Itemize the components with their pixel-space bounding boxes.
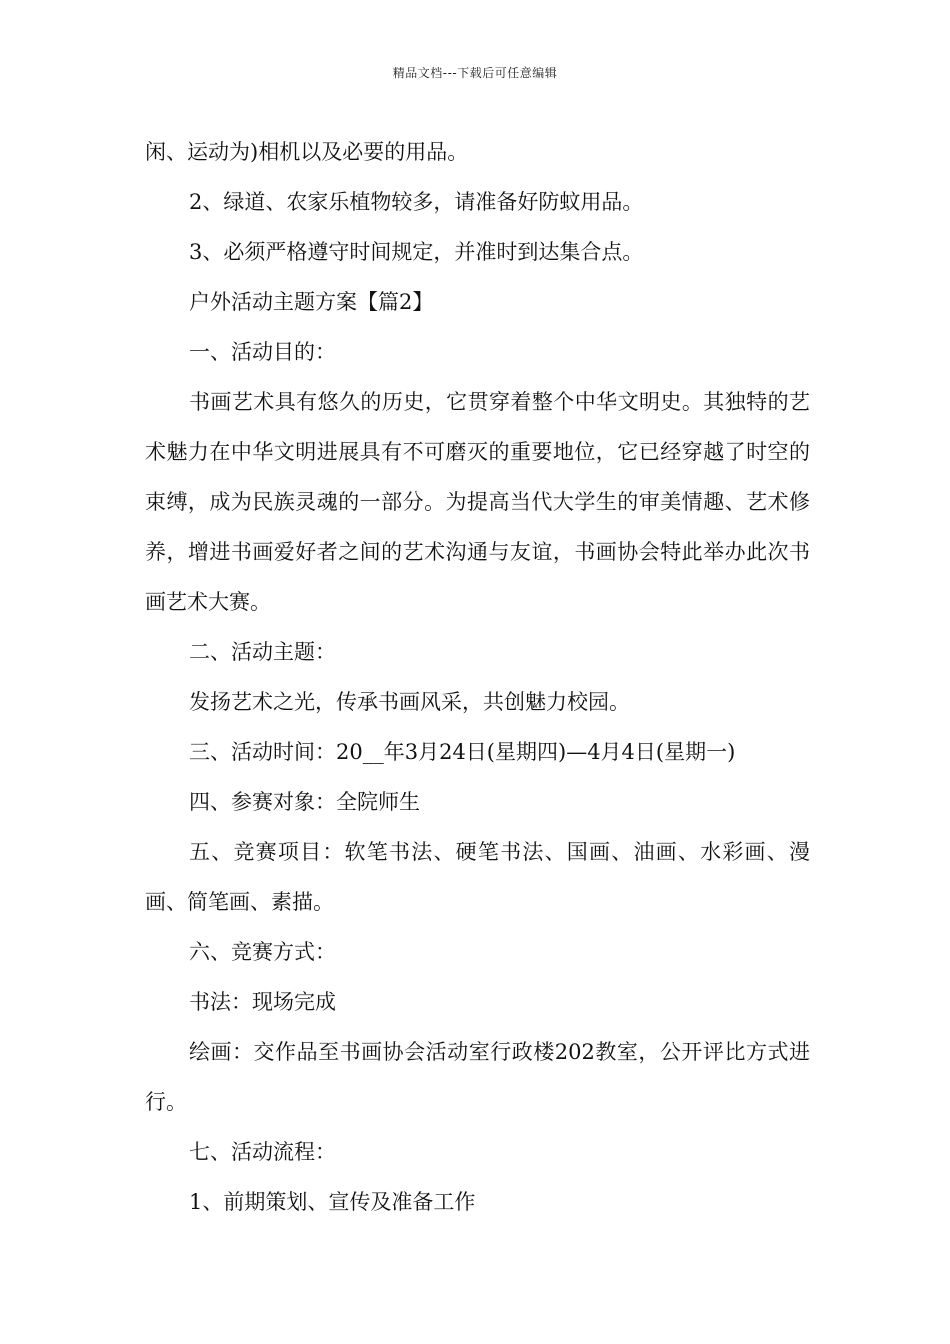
paragraph-process-1: 1、前期策划、宣传及准备工作 [189,1190,476,1214]
paragraph-participants: 四、参赛对象：全院师生 [189,790,420,814]
paragraph-continuation: 闲、运动为)相机以及必要的用品。 [145,140,469,164]
paragraph-theme: 发扬艺术之光，传承书画风采，共创魅力校园。 [189,690,630,714]
heading-process: 七、活动流程： [189,1140,336,1164]
page-header: 精品文档---下载后可任意编辑 [392,66,558,80]
heading-purpose: 一、活动目的： [189,340,336,364]
document-body [145,127,810,1227]
paragraph-purpose: 书画艺术具有悠久的历史，它贯穿着整个中华文明史。其独特的艺术魅力在中华文明进展具有不可磨灭的重要地位，它已经穿越了时空的束缚，成为民族灵魂的一部分。为提高当代大学生的审美情趣、艺术修养，增进书画爱好者之间的艺术沟通与友谊，书画协会特此举办此次书画艺术大赛。 [145,390,810,614]
paragraph-calligraphy: 书法：现场完成 [189,990,336,1014]
paragraph-painting: 绘画：交作品至书画协会活动室行政楼202教室，公开评比方式进行。 [145,1040,810,1114]
paragraph-time: 三、活动时间：20__年3月24日(星期四)—4月4日(星期一) [189,740,736,764]
paragraph-items: 五、竞赛项目：软笔书法、硬笔书法、国画、油画、水彩画、漫画、简笔画、素描。 [145,840,810,914]
section-title: 户外活动主题方案【篇2】 [189,290,434,314]
heading-method: 六、竞赛方式： [189,940,336,964]
paragraph-note-3: 3、必须严格遵守时间规定，并准时到达集合点。 [189,240,644,264]
heading-theme: 二、活动主题： [189,640,336,664]
paragraph-note-2: 2、绿道、农家乐植物较多，请准备好防蚊用品。 [189,190,644,214]
